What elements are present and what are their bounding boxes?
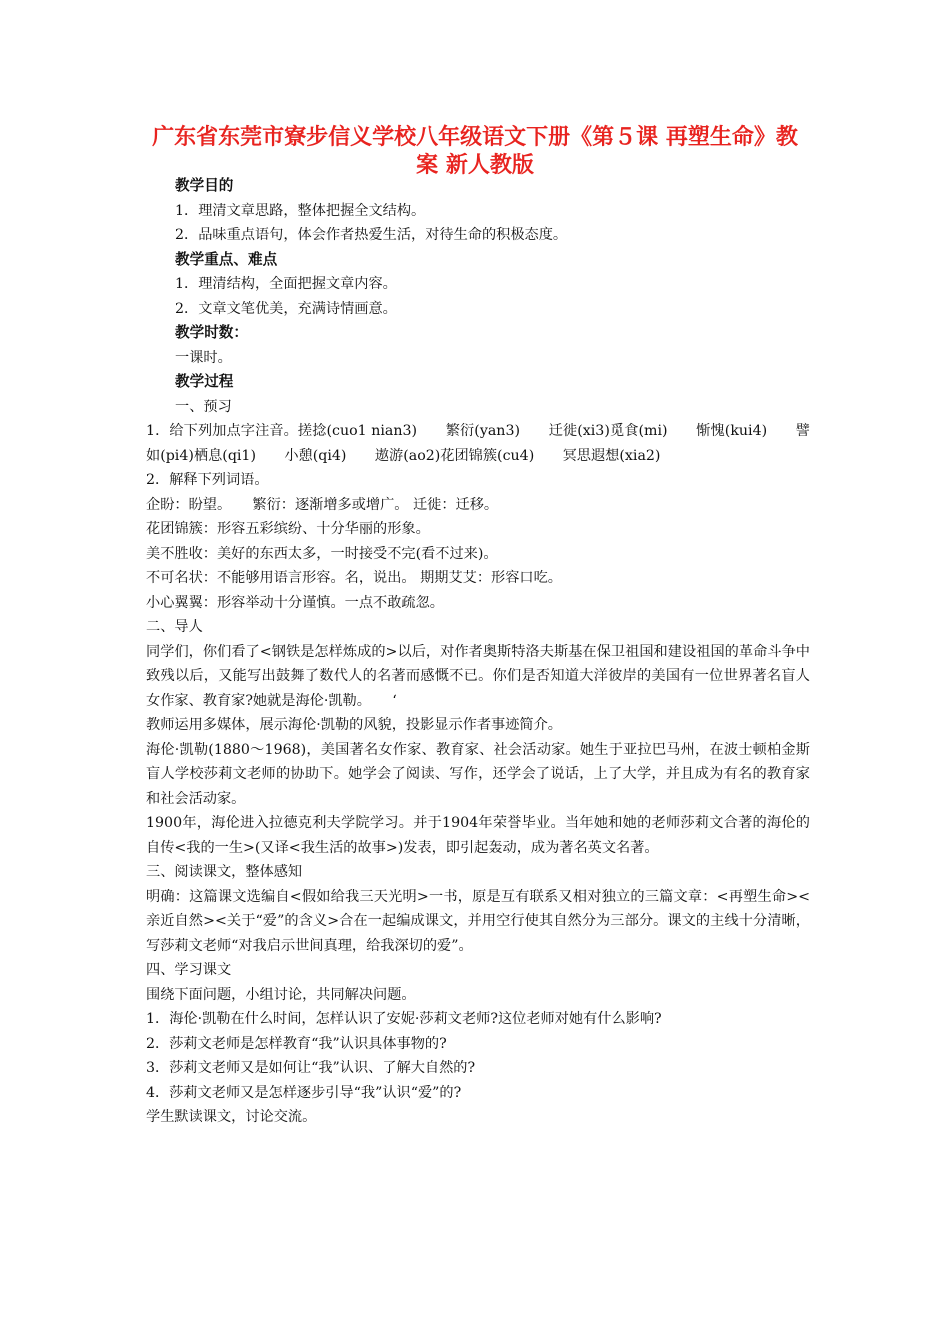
objective-item: 2．品味重点语句，体会作者热爱生活，对待生命的积极态度。	[175, 227, 568, 243]
preview-question-1: 1．给下列加点字注音。搓捻(cuo1 nian3) 繁衍(yan3) 迁徙(xi3)觅食(mi) 惭愧(kui4) 譬如(pi4)栖息(qi1) 小憩(qi4) 遨游(ao2)花团锦簇(cu4) 冥思遐想(xia2)	[146, 423, 810, 464]
key-point-item: 1．理清结构，全面把握文章内容。	[175, 276, 397, 292]
vocab-item: 花团锦簇：形容五彩缤纷、十分华丽的形象。	[146, 521, 430, 537]
intro-paragraph: 教师运用多媒体，展示海伦·凯勒的风貌，投影显示作者事迹简介。	[146, 717, 562, 733]
study-question: 2．莎莉文老师是怎样教育“我”认识具体事物的?	[146, 1035, 447, 1052]
hours-heading: 教学时数：	[175, 324, 248, 341]
closing-text: 学生默读课文，讨论交流。	[146, 1109, 317, 1125]
vocab-item: 不可名状：不能够用语言形容。名，说出。 期期艾艾：形容口吃。	[146, 570, 562, 586]
intro-paragraph: 1900年，海伦进入拉德克利夫学院学习。并于1904年荣誉毕业。当年她和她的老师莎莉文合著的海伦的自传<我的一生>(又译<我生活的故事>)发表，即引起轰动，成为著名英文名著。	[146, 815, 810, 856]
study-heading: 四、学习课文	[146, 962, 232, 978]
objective-item: 1．理清文章思路，整体把握全文结构。	[175, 202, 426, 219]
document-body	[146, 174, 810, 1130]
reading-paragraph: 明确：这篇课文选编自<假如给我三天光明>一书，原是互有联系又相对独立的三篇文章：<再塑生命><亲近自然><关于“爱”的含义>合在一起编成课文，并用空行使其自然分为三部分。课文的主线十分清晰，写莎莉文老师“对我启示世间真理，给我深切的爱”。	[146, 888, 810, 954]
study-question: 1．海伦·凯勒在什么时间，怎样认识了安妮·莎莉文老师?这位老师对她有什么影响?	[146, 1011, 662, 1027]
reading-heading: 三、阅读课文，整体感知	[146, 864, 303, 880]
preview-heading: 一、预习	[175, 398, 232, 415]
vocab-item: 企盼：盼望。 繁衍：逐渐增多或增广。 迁徙：迁移。	[146, 496, 499, 513]
process-heading: 教学过程	[175, 373, 234, 390]
study-intro: 围绕下面问题，小组讨论，共同解决问题。	[146, 986, 416, 1003]
objectives-heading: 教学目的	[175, 177, 234, 194]
study-question: 3．莎莉文老师又是如何让“我”认识、了解大自然的?	[146, 1060, 476, 1076]
key-points-heading: 教学重点、难点	[175, 250, 278, 268]
hours-text: 一课时。	[175, 349, 232, 366]
intro-paragraph: 同学们，你们看了<钢铁是怎样炼成的>以后，对作者奥斯特洛夫斯基在保卫祖国和建设祖国的革命斗争中致残以后，又能写出鼓舞了数代人的名著而感慨不已。你们是否知道大洋彼岸的美国有一位世界著名盲人女作家、教育家?她就是海伦·凯勒。 ‘	[146, 643, 810, 709]
intro-heading: 二、导人	[146, 619, 203, 635]
vocab-item: 小心翼翼：形容举动十分谨慎。一点不敢疏忽。	[146, 594, 444, 611]
key-point-item: 2．文章文笔优美，充满诗情画意。	[175, 300, 397, 317]
intro-paragraph: 海伦·凯勒(1880～1968)，美国著名女作家、教育家、社会活动家。她生于亚拉巴马州，在波士顿柏金斯盲人学校莎莉文老师的协助下。她学会了阅读、写作，还学会了说话，上了大学，并且成为有名的教育家和社会活动家。	[146, 741, 810, 807]
vocab-item: 美不胜收：美好的东西太多，一时接受不完(看不过来)。	[146, 545, 498, 562]
preview-question-2: 2．解释下列词语。	[146, 472, 269, 488]
document-title: 广东省东莞市寮步信义学校八年级语文下册《第５课 再塑生命》教案 新人教版	[152, 125, 798, 178]
study-question: 4．莎莉文老师又是怎样逐步引导“我”认识“爱”的?	[146, 1084, 462, 1101]
